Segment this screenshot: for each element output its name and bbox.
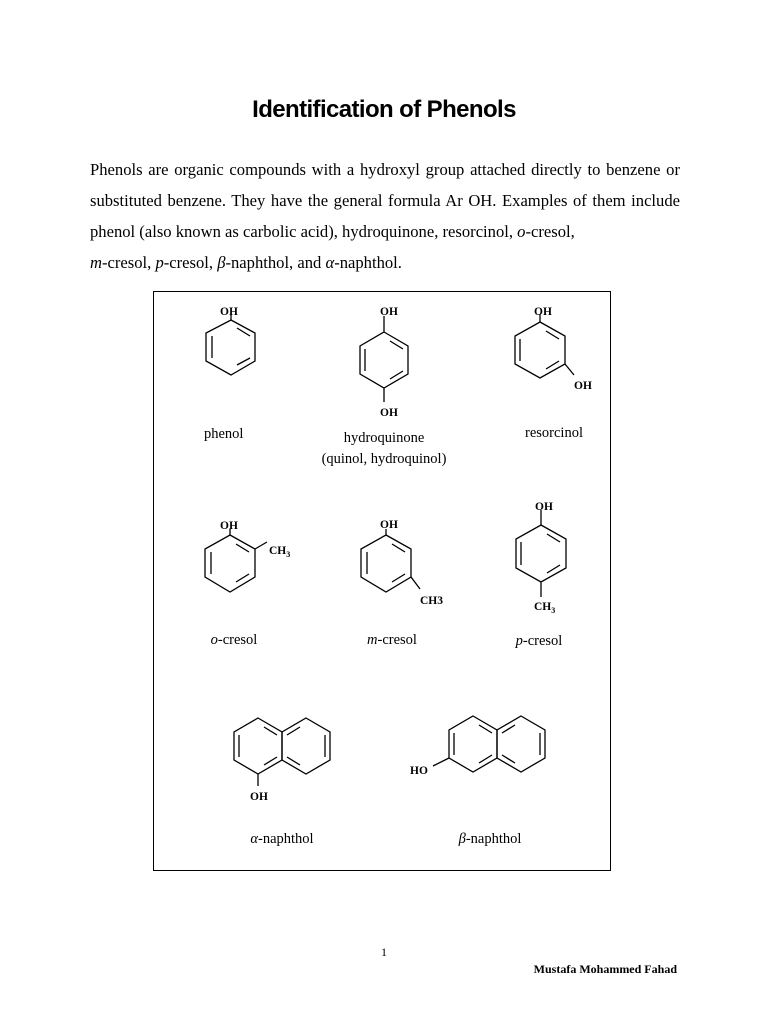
phenol-structure [206,306,255,375]
p-cresol-structure [516,501,566,615]
hydroquinone-top-oh-label: OH [380,306,398,318]
intro-paragraph [90,154,680,278]
beta-prefix: β [217,253,226,272]
alpha-naphthol-structure [234,718,330,803]
intro-text-4: -cresol, [163,253,218,272]
m-cresol-ch3-label: CH3 [420,595,443,607]
phenol-structures-figure [153,291,611,871]
para-prefix: p [155,253,164,272]
hydroquinone-label: hydroquinone [343,430,425,446]
o-cresol-label: o-cresol [210,632,258,648]
phenol-oh-label: OH [220,306,238,318]
intro-text-2: -cresol, [525,222,575,241]
phenol-label: phenol [204,426,244,442]
p-cresol-label: p-cresol [515,633,563,649]
author-footer: Mustafa Mohammed Fahad [533,962,677,976]
resorcinol-label: resorcinol [525,425,583,441]
intro-text-3: -cresol, [101,253,156,272]
structures-diagram [154,292,610,870]
m-cresol-oh-label: OH [380,519,398,531]
m-cresol-label: m-cresol [367,632,417,648]
page-title: Identification of Phenols [252,96,516,123]
ortho-prefix: o [517,222,526,241]
intro-text-5: -naphthol, and [225,253,326,272]
beta-naphthol-ho-label: HO [410,765,428,777]
alpha-naphthol-label: α-naphthol [250,831,314,847]
m-cresol-structure [361,519,443,607]
p-cresol-ch3-label: $CH_3$ [534,601,556,615]
alpha-naphthol-oh-label: OH [250,791,268,803]
o-cresol-ch3-label: $CH_3$ [269,545,291,559]
beta-naphthol-structure [410,716,545,777]
alpha-prefix: α [325,253,335,272]
o-cresol-oh-label: OH [220,520,238,532]
hydroquinone-synonyms: (quinol, hydroquinol) [321,451,447,467]
hydroquinone-structure [360,306,408,419]
p-cresol-oh-label: OH [535,501,553,513]
intro-text-1: Phenols are organic compounds with a hydroxyl group attached directly to benzene or substituted benzene. They have the general formula Ar OH. Examples of them include phenol (also known as carbolic acid), hydroquinone, resorcinol, [90,160,680,241]
beta-naphthol-label: β-naphthol [458,831,522,847]
meta-prefix: m [90,253,102,272]
resorcinol-side-oh-label: OH [574,380,592,392]
page-number: 1 [381,945,387,959]
o-cresol-structure [205,520,290,592]
hydroquinone-bottom-oh-label: OH [380,407,398,419]
resorcinol-structure [515,306,592,392]
resorcinol-top-oh-label: OH [534,306,552,318]
intro-text-6: -naphthol. [334,253,402,272]
